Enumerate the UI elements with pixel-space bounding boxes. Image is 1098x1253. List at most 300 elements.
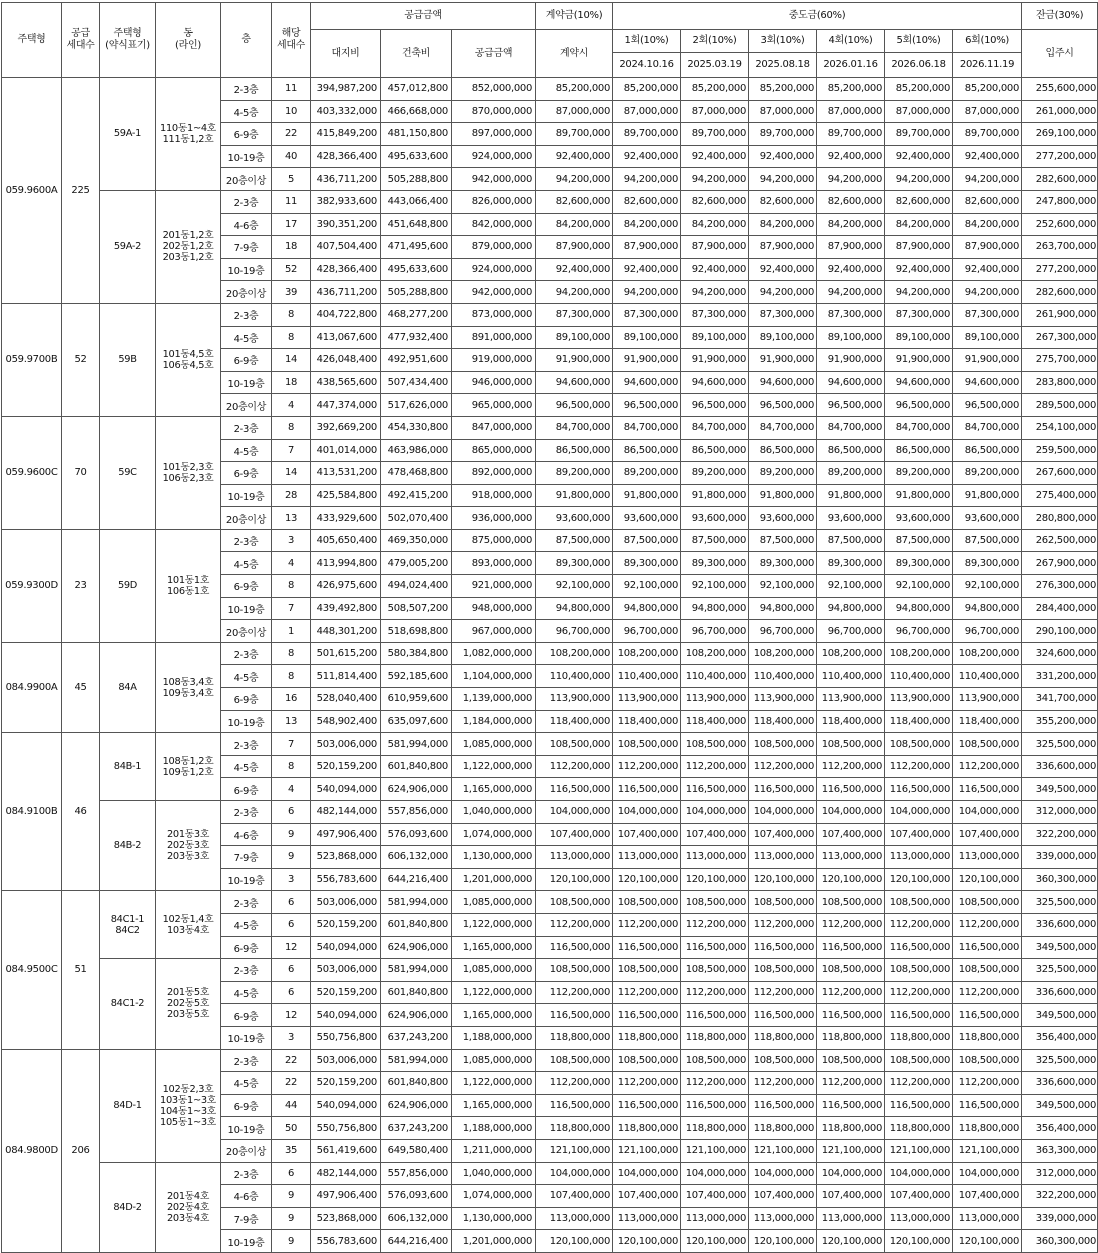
installment-cell: 108,500,000 bbox=[613, 891, 681, 914]
installment-cell: 113,900,000 bbox=[953, 688, 1022, 711]
installment-cell: 86,500,000 bbox=[749, 439, 817, 462]
installment-cell: 121,100,000 bbox=[613, 1139, 681, 1162]
balance-cell: 339,000,000 bbox=[1022, 846, 1098, 869]
installment-cell: 91,900,000 bbox=[885, 349, 953, 372]
installment-cell: 113,000,000 bbox=[681, 846, 749, 869]
installment-cell: 112,200,000 bbox=[817, 755, 885, 778]
floor-cell: 20층이상 bbox=[221, 620, 272, 643]
building-cell: 101동2,3호 106동2,3호 bbox=[156, 416, 221, 529]
units-cell: 50 bbox=[272, 1117, 311, 1140]
construction-cost-cell: 576,093,600 bbox=[381, 1185, 452, 1208]
installment-cell: 89,200,000 bbox=[953, 462, 1022, 485]
installment-cell: 118,800,000 bbox=[613, 1026, 681, 1049]
units-cell: 22 bbox=[272, 1072, 311, 1095]
installment-cell: 108,500,000 bbox=[953, 959, 1022, 982]
installment-cell: 87,500,000 bbox=[885, 529, 953, 552]
units-cell: 6 bbox=[272, 981, 311, 1004]
installment-cell: 118,400,000 bbox=[953, 710, 1022, 733]
installment-cell: 93,600,000 bbox=[613, 507, 681, 530]
floor-cell: 20층이상 bbox=[221, 394, 272, 417]
installment-cell: 121,100,000 bbox=[749, 1139, 817, 1162]
construction-cost-cell: 463,986,000 bbox=[381, 439, 452, 462]
installment-cell: 92,400,000 bbox=[613, 145, 681, 168]
balance-cell: 277,200,000 bbox=[1022, 258, 1098, 281]
installment-cell: 92,100,000 bbox=[613, 575, 681, 598]
installment-cell: 91,800,000 bbox=[953, 484, 1022, 507]
land-cost-cell: 556,783,600 bbox=[311, 868, 381, 891]
construction-cost-cell: 644,216,400 bbox=[381, 1230, 452, 1253]
installment-cell: 93,600,000 bbox=[817, 507, 885, 530]
units-cell: 5 bbox=[272, 168, 311, 191]
supply-price-cell: 865,000,000 bbox=[452, 439, 536, 462]
type-short-cell: 84D-2 bbox=[100, 1162, 156, 1252]
floor-cell: 6-9층 bbox=[221, 462, 272, 485]
header-installment-label: 2회(10%) bbox=[681, 30, 749, 53]
installment-cell: 120,100,000 bbox=[885, 868, 953, 891]
supply-price-cell: 965,000,000 bbox=[452, 394, 536, 417]
installment-cell: 108,500,000 bbox=[953, 1049, 1022, 1072]
installment-cell: 92,400,000 bbox=[681, 258, 749, 281]
land-cost-cell: 413,994,800 bbox=[311, 552, 381, 575]
units-cell: 8 bbox=[272, 642, 311, 665]
building-cell: 201동4호 202동4호 203동4호 bbox=[156, 1162, 221, 1252]
balance-cell: 254,100,000 bbox=[1022, 416, 1098, 439]
floor-cell: 2-3층 bbox=[221, 642, 272, 665]
installment-cell: 118,800,000 bbox=[953, 1026, 1022, 1049]
installment-cell: 108,500,000 bbox=[613, 733, 681, 756]
installment-cell: 112,200,000 bbox=[953, 913, 1022, 936]
balance-cell: 336,600,000 bbox=[1022, 913, 1098, 936]
land-cost-cell: 511,814,400 bbox=[311, 665, 381, 688]
installment-cell: 107,400,000 bbox=[953, 823, 1022, 846]
supply-price-cell: 924,000,000 bbox=[452, 258, 536, 281]
units-cell: 9 bbox=[272, 1230, 311, 1253]
installment-cell: 112,200,000 bbox=[613, 755, 681, 778]
construction-cost-cell: 495,633,600 bbox=[381, 145, 452, 168]
floor-cell: 2-3층 bbox=[221, 303, 272, 326]
installment-cell: 87,500,000 bbox=[681, 529, 749, 552]
installment-cell: 116,500,000 bbox=[613, 936, 681, 959]
construction-cost-cell: 649,580,400 bbox=[381, 1139, 452, 1162]
construction-cost-cell: 606,132,000 bbox=[381, 1207, 452, 1230]
installment-cell: 96,700,000 bbox=[681, 620, 749, 643]
type-short-cell: 59C bbox=[100, 416, 156, 529]
land-cost-cell: 394,987,200 bbox=[311, 78, 381, 101]
installment-cell: 82,600,000 bbox=[749, 190, 817, 213]
deposit-cell: 92,400,000 bbox=[536, 258, 613, 281]
installment-cell: 89,100,000 bbox=[749, 326, 817, 349]
installment-cell: 112,200,000 bbox=[953, 981, 1022, 1004]
installment-cell: 112,200,000 bbox=[749, 1072, 817, 1095]
installment-cell: 113,000,000 bbox=[681, 1207, 749, 1230]
installment-cell: 96,500,000 bbox=[885, 394, 953, 417]
type-short-cell: 59B bbox=[100, 303, 156, 416]
type-short-cell: 59A-2 bbox=[100, 190, 156, 303]
installment-cell: 85,200,000 bbox=[817, 78, 885, 101]
balance-cell: 336,600,000 bbox=[1022, 1072, 1098, 1095]
units-cell: 8 bbox=[272, 416, 311, 439]
supply-price-cell: 1,074,000,000 bbox=[452, 1185, 536, 1208]
land-cost-cell: 503,006,000 bbox=[311, 733, 381, 756]
installment-cell: 89,100,000 bbox=[885, 326, 953, 349]
installment-cell: 107,400,000 bbox=[681, 1185, 749, 1208]
land-cost-cell: 426,048,400 bbox=[311, 349, 381, 372]
header-land: 대지비 bbox=[311, 30, 381, 78]
building-cell: 110동1~4호 111동1,2호 bbox=[156, 78, 221, 191]
installment-cell: 104,000,000 bbox=[613, 801, 681, 824]
installment-cell: 96,700,000 bbox=[953, 620, 1022, 643]
installment-cell: 92,400,000 bbox=[817, 145, 885, 168]
header-installment-date: 2026.11.19 bbox=[953, 53, 1022, 78]
installment-cell: 104,000,000 bbox=[885, 1162, 953, 1185]
land-cost-cell: 550,756,800 bbox=[311, 1026, 381, 1049]
installment-cell: 112,200,000 bbox=[681, 981, 749, 1004]
deposit-cell: 113,900,000 bbox=[536, 688, 613, 711]
installment-cell: 113,000,000 bbox=[953, 1207, 1022, 1230]
supply-units-cell: 206 bbox=[62, 1049, 100, 1252]
installment-cell: 118,800,000 bbox=[885, 1026, 953, 1049]
installment-cell: 94,600,000 bbox=[885, 371, 953, 394]
units-cell: 28 bbox=[272, 484, 311, 507]
construction-cost-cell: 469,350,000 bbox=[381, 529, 452, 552]
installment-cell: 120,100,000 bbox=[953, 868, 1022, 891]
construction-cost-cell: 505,288,800 bbox=[381, 168, 452, 191]
building-cell: 101동4,5호 106동4,5호 bbox=[156, 303, 221, 416]
units-cell: 1 bbox=[272, 620, 311, 643]
supply-units-cell: 52 bbox=[62, 303, 100, 416]
construction-cost-cell: 557,856,000 bbox=[381, 801, 452, 824]
supply-price-cell: 1,122,000,000 bbox=[452, 1072, 536, 1095]
deposit-cell: 108,500,000 bbox=[536, 1049, 613, 1072]
floor-cell: 4-6층 bbox=[221, 823, 272, 846]
installment-cell: 116,500,000 bbox=[953, 1094, 1022, 1117]
units-cell: 9 bbox=[272, 823, 311, 846]
installment-cell: 94,200,000 bbox=[681, 168, 749, 191]
installment-cell: 112,200,000 bbox=[749, 755, 817, 778]
installment-cell: 108,500,000 bbox=[749, 959, 817, 982]
floor-cell: 4-5층 bbox=[221, 100, 272, 123]
installment-cell: 113,000,000 bbox=[817, 846, 885, 869]
balance-cell: 290,100,000 bbox=[1022, 620, 1098, 643]
deposit-cell: 92,400,000 bbox=[536, 145, 613, 168]
land-cost-cell: 413,531,200 bbox=[311, 462, 381, 485]
land-cost-cell: 392,669,200 bbox=[311, 416, 381, 439]
floor-cell: 4-5층 bbox=[221, 326, 272, 349]
balance-cell: 325,500,000 bbox=[1022, 891, 1098, 914]
units-cell: 40 bbox=[272, 145, 311, 168]
floor-cell: 4-6층 bbox=[221, 213, 272, 236]
units-cell: 9 bbox=[272, 1207, 311, 1230]
installment-cell: 107,400,000 bbox=[885, 823, 953, 846]
installment-cell: 87,300,000 bbox=[953, 303, 1022, 326]
type-short-cell: 59A-1 bbox=[100, 78, 156, 191]
installment-cell: 108,500,000 bbox=[885, 1049, 953, 1072]
units-cell: 13 bbox=[272, 710, 311, 733]
installment-cell: 93,600,000 bbox=[885, 507, 953, 530]
balance-cell: 322,200,000 bbox=[1022, 1185, 1098, 1208]
balance-cell: 267,600,000 bbox=[1022, 462, 1098, 485]
deposit-cell: 94,600,000 bbox=[536, 371, 613, 394]
installment-cell: 112,200,000 bbox=[885, 755, 953, 778]
installment-cell: 94,600,000 bbox=[681, 371, 749, 394]
installment-cell: 94,600,000 bbox=[749, 371, 817, 394]
floor-cell: 6-9층 bbox=[221, 778, 272, 801]
units-cell: 39 bbox=[272, 281, 311, 304]
installment-cell: 91,900,000 bbox=[749, 349, 817, 372]
header-installment-label: 1회(10%) bbox=[613, 30, 681, 53]
installment-cell: 92,100,000 bbox=[681, 575, 749, 598]
units-cell: 9 bbox=[272, 846, 311, 869]
installment-cell: 85,200,000 bbox=[749, 78, 817, 101]
land-cost-cell: 433,929,600 bbox=[311, 507, 381, 530]
balance-cell: 336,600,000 bbox=[1022, 755, 1098, 778]
installment-cell: 84,200,000 bbox=[749, 213, 817, 236]
supply-price-cell: 1,122,000,000 bbox=[452, 913, 536, 936]
building-cell: 108동3,4호 109동3,4호 bbox=[156, 642, 221, 732]
floor-cell: 20층이상 bbox=[221, 281, 272, 304]
installment-cell: 89,100,000 bbox=[681, 326, 749, 349]
balance-cell: 331,200,000 bbox=[1022, 665, 1098, 688]
supply-units-cell: 51 bbox=[62, 891, 100, 1049]
units-cell: 35 bbox=[272, 1139, 311, 1162]
land-cost-cell: 448,301,200 bbox=[311, 620, 381, 643]
construction-cost-cell: 457,012,800 bbox=[381, 78, 452, 101]
units-cell: 11 bbox=[272, 190, 311, 213]
land-cost-cell: 556,783,600 bbox=[311, 1230, 381, 1253]
installment-cell: 110,400,000 bbox=[749, 665, 817, 688]
header-units: 해당 세대수 bbox=[272, 3, 311, 78]
floor-cell: 6-9층 bbox=[221, 1004, 272, 1027]
land-cost-cell: 382,933,600 bbox=[311, 190, 381, 213]
installment-cell: 118,800,000 bbox=[613, 1117, 681, 1140]
construction-cost-cell: 624,906,000 bbox=[381, 778, 452, 801]
installment-cell: 108,500,000 bbox=[681, 891, 749, 914]
balance-cell: 363,300,000 bbox=[1022, 1139, 1098, 1162]
installment-cell: 110,400,000 bbox=[953, 665, 1022, 688]
construction-cost-cell: 581,994,000 bbox=[381, 959, 452, 982]
installment-cell: 118,800,000 bbox=[749, 1117, 817, 1140]
balance-cell: 312,000,000 bbox=[1022, 1162, 1098, 1185]
building-cell: 108동1,2호 109동1,2호 bbox=[156, 733, 221, 801]
installment-cell: 108,200,000 bbox=[953, 642, 1022, 665]
construction-cost-cell: 492,951,600 bbox=[381, 349, 452, 372]
land-cost-cell: 540,094,000 bbox=[311, 1094, 381, 1117]
balance-cell: 247,800,000 bbox=[1022, 190, 1098, 213]
installment-cell: 107,400,000 bbox=[613, 1185, 681, 1208]
installment-cell: 108,500,000 bbox=[613, 1049, 681, 1072]
installment-cell: 94,200,000 bbox=[749, 281, 817, 304]
balance-cell: 262,500,000 bbox=[1022, 529, 1098, 552]
floor-cell: 2-3층 bbox=[221, 1162, 272, 1185]
type-short-cell: 59D bbox=[100, 529, 156, 642]
installment-cell: 121,100,000 bbox=[953, 1139, 1022, 1162]
supply-price-cell: 1,165,000,000 bbox=[452, 1094, 536, 1117]
deposit-cell: 87,500,000 bbox=[536, 529, 613, 552]
balance-cell: 336,600,000 bbox=[1022, 981, 1098, 1004]
supply-price-cell: 1,165,000,000 bbox=[452, 1004, 536, 1027]
type-short-cell: 84B-1 bbox=[100, 733, 156, 801]
installment-cell: 108,500,000 bbox=[681, 1049, 749, 1072]
balance-cell: 267,900,000 bbox=[1022, 552, 1098, 575]
construction-cost-cell: 601,840,800 bbox=[381, 1072, 452, 1095]
installment-cell: 120,100,000 bbox=[885, 1230, 953, 1253]
installment-cell: 85,200,000 bbox=[953, 78, 1022, 101]
supply-price-cell: 1,130,000,000 bbox=[452, 1207, 536, 1230]
installment-cell: 120,100,000 bbox=[817, 868, 885, 891]
installment-cell: 92,400,000 bbox=[885, 145, 953, 168]
installment-cell: 89,100,000 bbox=[613, 326, 681, 349]
installment-cell: 108,500,000 bbox=[817, 733, 885, 756]
table-row bbox=[2, 891, 1098, 914]
deposit-cell: 94,200,000 bbox=[536, 281, 613, 304]
installment-cell: 87,900,000 bbox=[953, 236, 1022, 259]
installment-cell: 91,900,000 bbox=[817, 349, 885, 372]
installment-cell: 104,000,000 bbox=[681, 801, 749, 824]
installment-cell: 89,100,000 bbox=[953, 326, 1022, 349]
installment-cell: 108,500,000 bbox=[613, 959, 681, 982]
house-type-cell: 084.9500C bbox=[2, 891, 62, 1049]
header-installment-date: 2024.10.16 bbox=[613, 53, 681, 78]
installment-cell: 89,300,000 bbox=[613, 552, 681, 575]
installment-cell: 87,000,000 bbox=[953, 100, 1022, 123]
installment-cell: 108,500,000 bbox=[817, 959, 885, 982]
installment-cell: 86,500,000 bbox=[613, 439, 681, 462]
construction-cost-cell: 601,840,800 bbox=[381, 981, 452, 1004]
table-row bbox=[2, 733, 1098, 756]
installment-cell: 87,300,000 bbox=[885, 303, 953, 326]
land-cost-cell: 404,722,800 bbox=[311, 303, 381, 326]
installment-cell: 116,500,000 bbox=[749, 778, 817, 801]
construction-cost-cell: 505,288,800 bbox=[381, 281, 452, 304]
installment-cell: 113,900,000 bbox=[613, 688, 681, 711]
supply-price-cell: 1,188,000,000 bbox=[452, 1117, 536, 1140]
deposit-cell: 89,100,000 bbox=[536, 326, 613, 349]
units-cell: 4 bbox=[272, 394, 311, 417]
construction-cost-cell: 624,906,000 bbox=[381, 1094, 452, 1117]
installment-cell: 113,900,000 bbox=[817, 688, 885, 711]
floor-cell: 2-3층 bbox=[221, 801, 272, 824]
units-cell: 17 bbox=[272, 213, 311, 236]
land-cost-cell: 425,584,800 bbox=[311, 484, 381, 507]
deposit-cell: 84,200,000 bbox=[536, 213, 613, 236]
balance-cell: 275,700,000 bbox=[1022, 349, 1098, 372]
units-cell: 11 bbox=[272, 78, 311, 101]
land-cost-cell: 503,006,000 bbox=[311, 891, 381, 914]
house-type-cell: 084.9900A bbox=[2, 642, 62, 732]
supply-price-cell: 893,000,000 bbox=[452, 552, 536, 575]
table-body bbox=[2, 78, 1098, 1253]
construction-cost-cell: 507,434,400 bbox=[381, 371, 452, 394]
floor-cell: 6-9층 bbox=[221, 936, 272, 959]
installment-cell: 112,200,000 bbox=[613, 981, 681, 1004]
deposit-cell: 108,500,000 bbox=[536, 733, 613, 756]
installment-cell: 108,500,000 bbox=[681, 959, 749, 982]
installment-cell: 112,200,000 bbox=[749, 913, 817, 936]
floor-cell: 2-3층 bbox=[221, 891, 272, 914]
installment-cell: 92,400,000 bbox=[817, 258, 885, 281]
supply-price-cell: 1,040,000,000 bbox=[452, 801, 536, 824]
installment-cell: 107,400,000 bbox=[953, 1185, 1022, 1208]
supply-price-cell: 1,188,000,000 bbox=[452, 1026, 536, 1049]
installment-cell: 91,800,000 bbox=[749, 484, 817, 507]
installment-cell: 107,400,000 bbox=[817, 1185, 885, 1208]
floor-cell: 2-3층 bbox=[221, 78, 272, 101]
header-installment-label: 5회(10%) bbox=[885, 30, 953, 53]
construction-cost-cell: 581,994,000 bbox=[381, 1049, 452, 1072]
installment-cell: 110,400,000 bbox=[681, 665, 749, 688]
installment-cell: 108,500,000 bbox=[885, 959, 953, 982]
floor-cell: 6-9층 bbox=[221, 688, 272, 711]
units-cell: 6 bbox=[272, 959, 311, 982]
installment-cell: 107,400,000 bbox=[749, 1185, 817, 1208]
installment-cell: 118,800,000 bbox=[885, 1117, 953, 1140]
deposit-cell: 112,200,000 bbox=[536, 1072, 613, 1095]
deposit-cell: 94,800,000 bbox=[536, 597, 613, 620]
balance-cell: 280,800,000 bbox=[1022, 507, 1098, 530]
installment-cell: 94,600,000 bbox=[817, 371, 885, 394]
installment-cell: 92,400,000 bbox=[953, 258, 1022, 281]
units-cell: 22 bbox=[272, 1049, 311, 1072]
installment-cell: 116,500,000 bbox=[885, 936, 953, 959]
land-cost-cell: 520,159,200 bbox=[311, 913, 381, 936]
land-cost-cell: 520,159,200 bbox=[311, 755, 381, 778]
installment-cell: 108,200,000 bbox=[749, 642, 817, 665]
floor-cell: 7-9층 bbox=[221, 846, 272, 869]
installment-cell: 94,600,000 bbox=[953, 371, 1022, 394]
installment-cell: 89,700,000 bbox=[817, 123, 885, 146]
floor-cell: 2-3층 bbox=[221, 733, 272, 756]
type-short-cell: 84D-1 bbox=[100, 1049, 156, 1162]
installment-cell: 92,400,000 bbox=[885, 258, 953, 281]
balance-cell: 282,600,000 bbox=[1022, 168, 1098, 191]
deposit-cell: 110,400,000 bbox=[536, 665, 613, 688]
installment-cell: 87,500,000 bbox=[749, 529, 817, 552]
construction-cost-cell: 494,024,400 bbox=[381, 575, 452, 598]
installment-cell: 118,400,000 bbox=[613, 710, 681, 733]
construction-cost-cell: 495,633,600 bbox=[381, 258, 452, 281]
installment-cell: 86,500,000 bbox=[953, 439, 1022, 462]
house-type-cell: 084.9100B bbox=[2, 733, 62, 891]
floor-cell: 7-9층 bbox=[221, 236, 272, 259]
construction-cost-cell: 468,277,200 bbox=[381, 303, 452, 326]
land-cost-cell: 528,040,400 bbox=[311, 688, 381, 711]
supply-price-cell: 892,000,000 bbox=[452, 462, 536, 485]
installment-cell: 85,200,000 bbox=[681, 78, 749, 101]
installment-cell: 84,700,000 bbox=[953, 416, 1022, 439]
installment-cell: 113,000,000 bbox=[885, 1207, 953, 1230]
installment-cell: 93,600,000 bbox=[749, 507, 817, 530]
construction-cost-cell: 517,626,000 bbox=[381, 394, 452, 417]
floor-cell: 20층이상 bbox=[221, 507, 272, 530]
installment-cell: 92,400,000 bbox=[681, 145, 749, 168]
units-cell: 52 bbox=[272, 258, 311, 281]
installment-cell: 104,000,000 bbox=[817, 801, 885, 824]
units-cell: 3 bbox=[272, 529, 311, 552]
installment-cell: 112,200,000 bbox=[817, 1072, 885, 1095]
table-row bbox=[2, 78, 1098, 101]
installment-cell: 116,500,000 bbox=[613, 778, 681, 801]
installment-cell: 110,400,000 bbox=[613, 665, 681, 688]
header-middle: 중도금(60%) bbox=[613, 3, 1022, 30]
installment-cell: 87,500,000 bbox=[817, 529, 885, 552]
installment-cell: 94,200,000 bbox=[817, 281, 885, 304]
construction-cost-cell: 508,507,200 bbox=[381, 597, 452, 620]
header-contract: 계약금(10%) bbox=[536, 3, 613, 30]
installment-cell: 107,400,000 bbox=[817, 823, 885, 846]
installment-cell: 93,600,000 bbox=[953, 507, 1022, 530]
installment-cell: 118,400,000 bbox=[817, 710, 885, 733]
installment-cell: 89,200,000 bbox=[681, 462, 749, 485]
